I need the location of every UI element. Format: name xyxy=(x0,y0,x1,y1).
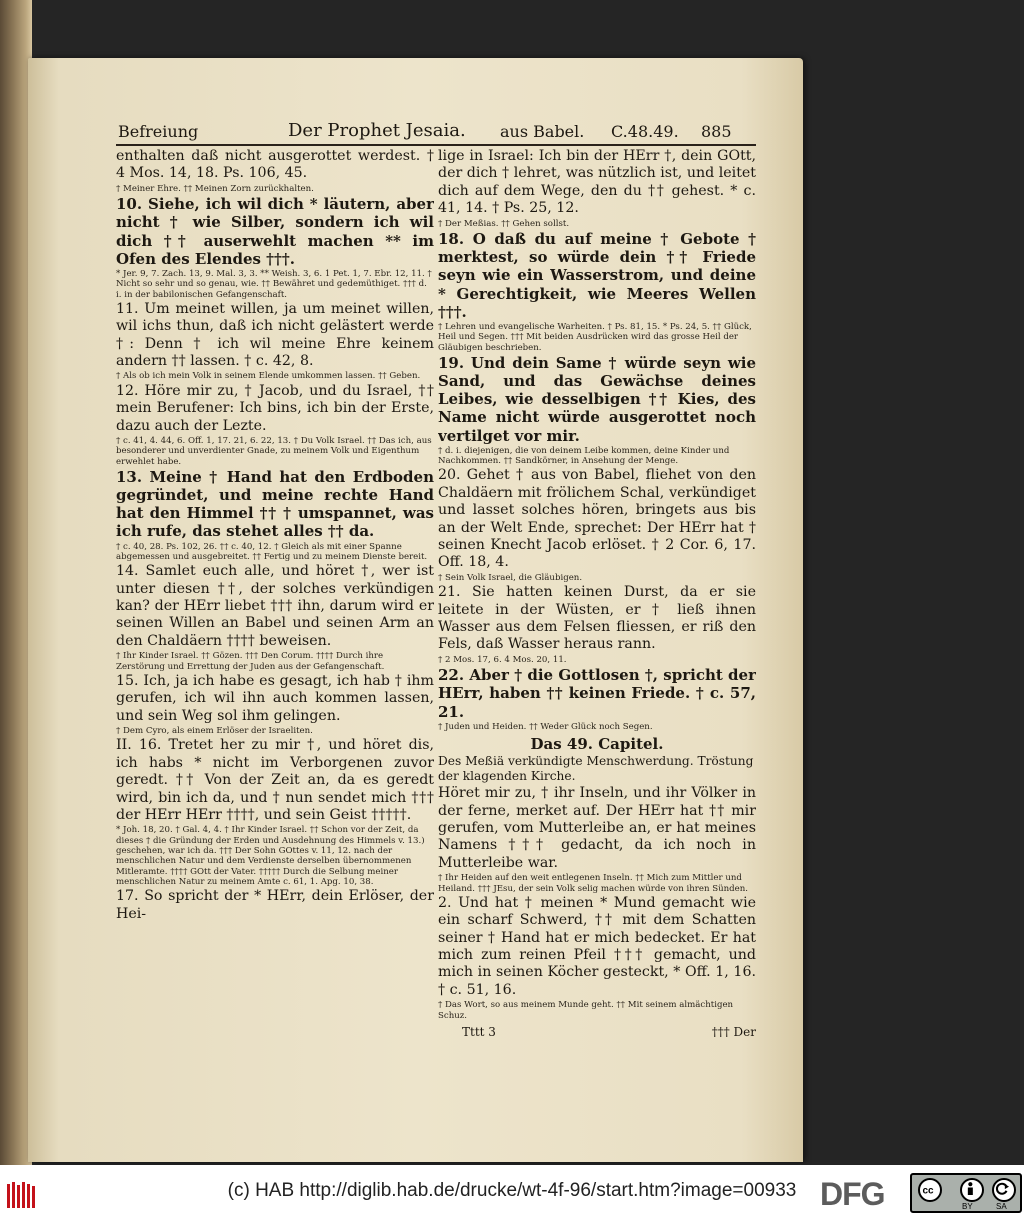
share-alike-icon xyxy=(992,1178,1016,1202)
verse-text: 15. Ich, ja ich habe es gesagt, ich hab † ihm gerufen, ich wil ihn auch kommen lassen, und sein Weg sol ihm gelingen. xyxy=(116,672,434,724)
copyright-link[interactable]: (c) HAB http://diglib.hab.de/drucke/wt-4f-96/start.htm?image=00933 xyxy=(227,1180,797,1201)
viewer-footer xyxy=(0,1165,1024,1218)
footnote: † c. 40, 28. Ps. 102, 26. †† c. 40, 12. † Gleich als mit einer Spanne abgemessen und ausgebreitet. †† Fertig und zu meinem Dienste bereit. xyxy=(116,541,428,562)
cc-sa-label: SA xyxy=(996,1202,1007,1211)
header-left: Befreiung xyxy=(118,122,199,141)
footnote: † Lehren und evangelische Warheiten. † Ps. 81, 15. * Ps. 24, 5. †† Glück, Heil und Segen. ††† Mit beiden Ausdrücken wird das grosse Heil der Gläubigen beschrieben. xyxy=(438,321,752,353)
verse-text: 21. Sie hatten keinen Durst, da er sie leitete in der Wüsten, er † ließ ihnen Wasser aus dem Felsen fliessen, er riß den Fels, daß Wasser heraus rann. xyxy=(438,584,756,653)
verse-text: 12. Höre mir zu, † Jacob, und du Israel, †† mein Berufener: Ich bins, ich bin der Erste, dazu auch der Lezte. xyxy=(116,382,434,434)
footnote: † c. 41, 4. 44, 6. Off. 1, 17. 21, 6. 22, 13. † Du Volk Israel. †† Das ich, aus besonderer und unverdienter Gnade, zu meinem Volk und Eigenthum erwehlet habe. xyxy=(116,435,432,467)
verse-text: Höret mir zu, † ihr Inseln, und ihr Völker in der ferne, merket auf. Der HErr hat †† mir gerufen, vom Mutterleibe an, er hat meines Namens ††† gedacht, da ich noch in Mutterleibe war. xyxy=(438,785,756,871)
header-rule xyxy=(116,144,756,146)
verse-text: enthalten daß nicht ausgerottet werdest. † 4 Mos. 14, 18. Ps. 106, 45. xyxy=(116,148,434,182)
catchword: ††† Der xyxy=(711,1024,756,1039)
left-column xyxy=(116,148,434,924)
verse-text: 20. Gehet † aus von Babel, fliehet von den Chaldäern mit frölichem Schal, verkündiget und lasset solches hören, bringets aus bis an der Welt Ende, sprechet: Der HErr hat † seinen Knecht Jacob erlöset. † 2 Cor. 6, 17. Off. 18, 4. xyxy=(438,467,756,571)
cc-icon xyxy=(918,1178,942,1202)
right-column xyxy=(438,148,756,1039)
page-content xyxy=(116,120,764,1100)
verse-text: lige in Israel: Ich bin der HErr †, dein GOtt, der dich † lehret, was nützlich ist, und leitet dich auf dem Wege, den du †† gehest. * c. 41, 14. † Ps. 25, 12. xyxy=(438,148,756,217)
cc-by-label: BY xyxy=(962,1202,973,1211)
verse-text-bold: 18. O daß du auf meine † Gebote † merktest, so würde dein †† Friede seyn wie ein Wasserstrom, und deine * Gerechtigkeit, wie Meeres Wellen †††. xyxy=(438,229,756,321)
verse-text: 11. Um meinet willen, ja um meinet willen, wil ichs thun, daß ich nicht gelästert werde †: Denn † ich wil meine Ehre keinem andern †† lassen. † c. 42, 8. xyxy=(116,300,434,370)
verse-text: 2. Und hat † meinen * Mund gemacht wie ein scharf Schwerd, †† mit dem Schatten seiner † Hand hat er mich bedecket. Er hat mich zum reinen Pfeil ††† gemacht, und mich in seinen Köcher gesteckt, * Off. 1, 16. † c. 51, 16. xyxy=(438,894,756,998)
footnote: * Joh. 18, 20. † Gal. 4, 4. † Ihr Kinder Israel. †† Schon vor der Zeit, da dieses † die Gründung der Erden und Ausdehnung des Himmels v. 13.) geschehen, war ich da. ††† Der Sohn GOttes v. 11, 12. nach der menschlichen Natur und dem Verdienste derselben übernommenen Mitleramte. †††† GOtt der Vater. ††††† Durch die Selbung meiner menschlichen Natur zu meinem Amte c. 61, 1. Apg. 10, 38. xyxy=(116,825,425,887)
verse-text: II. 16. Tretet her zu mir †, und höret dis, ich habs * nicht im Verborgenen zuvor geredt. †† Von der Zeit an, da es geredt wird, bin ich da, und † nun sendet mich ††† der HErr HErr ††††, und sein Geist †††††. xyxy=(116,737,434,824)
verse-text-bold: 22. Aber † die Gottlosen †, spricht der HErr, haben †† keinen Friede. † c. 57, 21. xyxy=(438,666,756,721)
footnote: † d. i. diejenigen, die von deinem Leibe kommen, deine Kinder und Nachkommen. †† Sandkörner, in Ansehung der Menge. xyxy=(438,445,730,467)
footnote: † Als ob ich mein Volk in seinem Elende umkommen lassen. †† Geben. xyxy=(116,371,421,382)
verse-text-bold: 19. Und dein Same † würde seyn wie Sand, und das Gewächse deines Leibes, wie desselbigen †† Kies, des Name nicht würde ausgerottet noch vertilget vor mir. xyxy=(438,353,756,445)
header-chapter: C.48.49. xyxy=(611,122,679,141)
attribution-icon xyxy=(960,1178,984,1202)
footnote: † Juden und Heiden. †† Weder Glück noch Segen. xyxy=(438,721,653,732)
verse-text-bold: 10. Siehe, ich wil dich * läutern, aber nicht † wie Silber, sondern ich wil dich †† auserwehlt machen ** im Ofen des Elendes †††. xyxy=(116,195,434,268)
chapter-summary: Des Meßiä verkündigte Menschwerdung. Tröstung der klagenden Kirche. xyxy=(438,754,754,783)
cc-license-badge[interactable] xyxy=(910,1173,1022,1213)
verse-text: 17. So spricht der * HErr, dein Erlöser, der Hei- xyxy=(116,888,434,922)
footnote: * Jer. 9, 7. Zach. 13, 9. Mal. 3, 3. ** Weish. 3, 6. 1 Pet. 1, 7. Ebr. 12, 11. † Nicht so sehr und so genau, wie. †† Bewähret und gedemüthiget. ††† d. i. in der babilonischen Gefangenschaft. xyxy=(116,268,432,300)
footnote: † Meiner Ehre. †† Meinen Zorn zurückhalten. xyxy=(116,183,314,194)
header-title: Der Prophet Jesaia. xyxy=(288,120,466,141)
running-header xyxy=(116,120,764,144)
book-page xyxy=(28,58,803,1162)
footnote: † Dem Cyro, als einem Erlöser der Israeliten. xyxy=(116,726,313,737)
svg-text:cc: cc xyxy=(922,1185,934,1197)
footnote: † Das Wort, so aus meinem Munde geht. †† Mit seinem almächtigen Schuz. xyxy=(438,1000,734,1021)
footnote: † Ihr Heiden auf den weit entlegenen Inseln. †† Mich zum Mittler und Heiland. ††† JEsu, der sein Volk selig machen würde von ihren Sünden. xyxy=(438,873,749,894)
catchline xyxy=(438,1025,756,1039)
verse-text: 14. Samlet euch alle, und höret †, wer ist unter diesen ††, der solches verkündigen kan? der HErr liebet ††† ihn, darum wird er seinen Willen an Babel und seinen Arm an den Chaldäern †††† beweisen. xyxy=(116,563,434,649)
page-number: 885 xyxy=(701,122,732,141)
footnote: † Der Meßias. †† Gehen sollst. xyxy=(438,218,570,229)
header-right: aus Babel. xyxy=(500,122,585,141)
footnote: † 2 Mos. 17, 6. 4 Mos. 20, 11. xyxy=(438,654,567,665)
footnote: † Sein Volk Israel, die Gläubigen. xyxy=(438,572,583,583)
dfg-logo: DFG xyxy=(820,1176,885,1212)
verse-text-bold: 13. Meine † Hand hat den Erdboden gegründet, und meine rechte Hand hat den Himmel †† † umspannet, was ich rufe, das stehet alles †† da. xyxy=(116,467,434,541)
signature-mark: Tttt 3 xyxy=(462,1024,496,1039)
footnote: † Ihr Kinder Israel. †† Gözen. ††† Den Corum. †††† Durch ihre Zerstörung und Errettung der Juden aus der Gefangenschaft. xyxy=(116,651,385,672)
chapter-title: Das 49. Capitel. xyxy=(530,735,664,753)
